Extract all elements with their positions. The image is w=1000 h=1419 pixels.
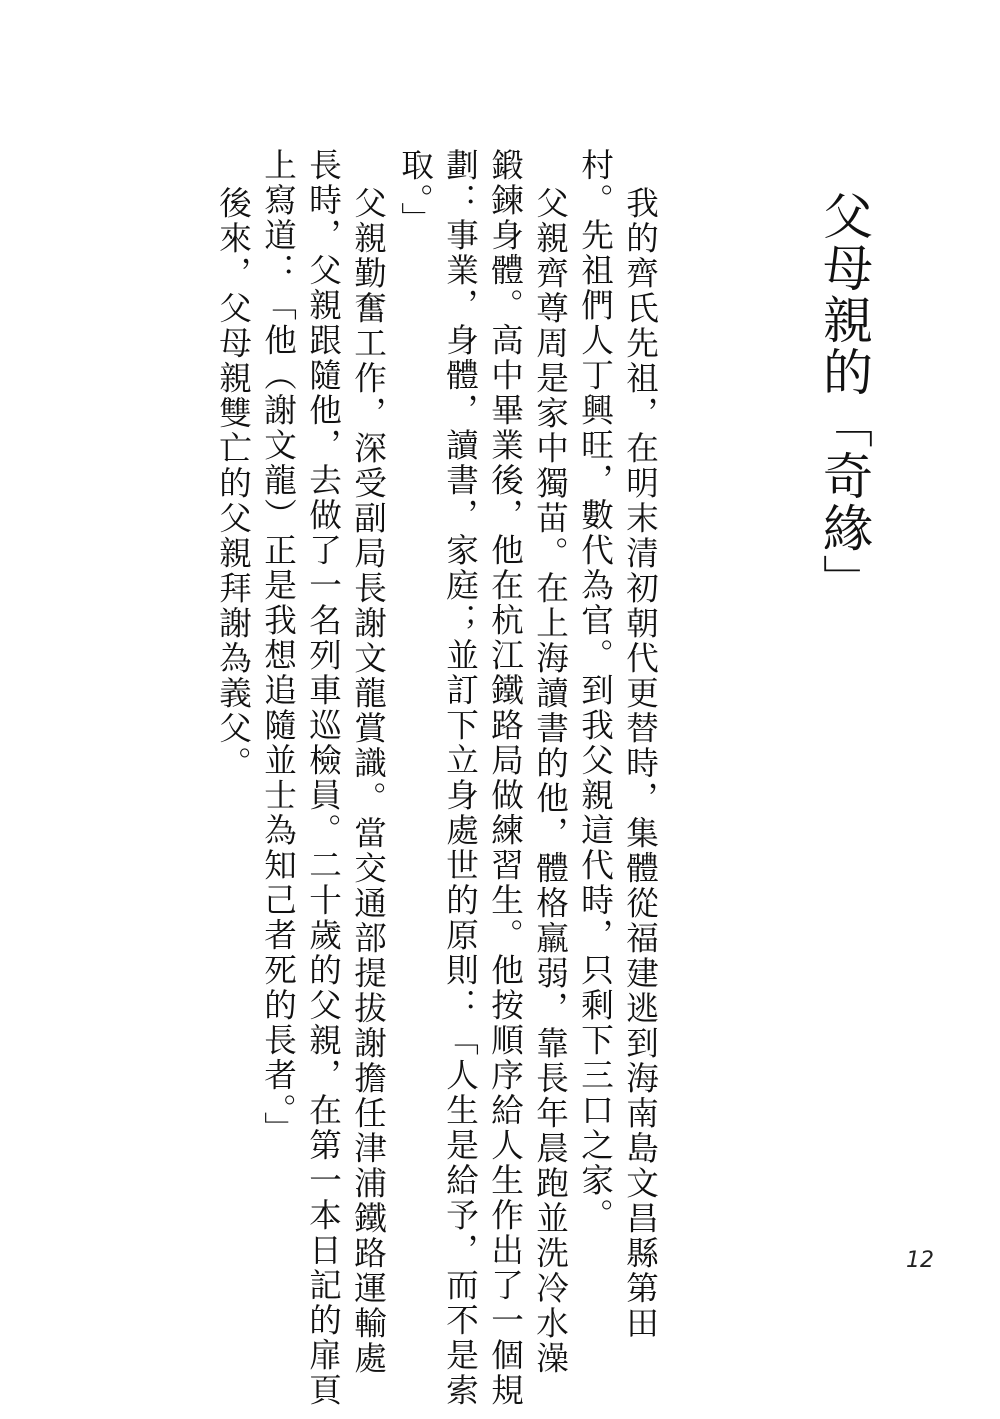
text-line: 取。」: [396, 148, 434, 237]
text-line: 村。先祖們人丁興旺，數代為官。到我父親這代時，只剩下三口之家。: [576, 148, 614, 1233]
text-line: 父親齊尊周是家中獨苗。在上海讀書的他，體格羸弱，靠長年晨跑並洗冷水澡: [531, 186, 569, 1376]
text-line: 長時，父親跟隨他，去做了一名列車巡檢員。二十歲的父親，在第一本日記的扉頁: [304, 148, 342, 1408]
text-line: 我的齊氏先祖，在明末清初朝代更替時，集體從福建逃到海南島文昌縣第田: [621, 186, 659, 1341]
text-line: 鍛鍊身體。高中畢業後，他在杭江鐵路局做練習生。他按順序給人生作出了一個規: [486, 148, 524, 1408]
paragraph-2: [392, 148, 572, 1408]
text-line: 上寫道：「他（謝文龍）正是我想追隨並士為知己者死的長者。」: [259, 148, 297, 1147]
paragraph-1: [572, 148, 662, 1341]
page-number: 12: [906, 1248, 934, 1273]
text-line: 父親勤奮工作，深受副局長謝文龍賞識。當交通部提拔謝擔任津浦鐵路運輸處: [349, 186, 387, 1376]
text-line: 劃：事業，身體，讀書，家庭；並訂下立身處世的原則：「人生是給予，而不是索: [441, 148, 479, 1408]
page-title: 父母親的「奇緣」: [815, 190, 873, 606]
paragraph-4: [210, 148, 255, 1068]
body-text: [210, 148, 662, 1408]
paragraph-3: [255, 148, 390, 1408]
text-line: 後來，父母親雙亡的父親拜謝為義父。: [214, 186, 252, 781]
